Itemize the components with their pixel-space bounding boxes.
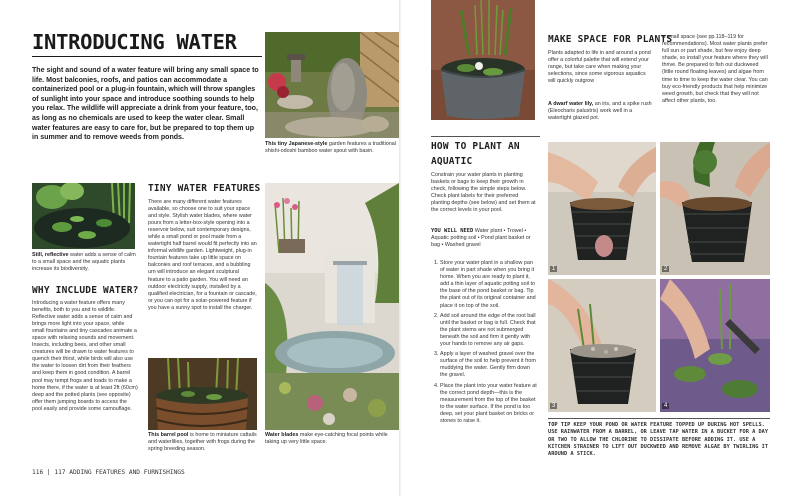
step-photo-3-number: 3: [552, 403, 556, 409]
reflective-water-caption: [32, 252, 136, 273]
how-to-plant-heading-line1: HOW TO PLANT AN: [431, 141, 520, 152]
caption-lead: Still, reflective: [32, 252, 69, 258]
step-item: 1. Store your water plant in a shallow pan of water in part shade when you bring it home. When you are ready to plant it, add a thin layer of aquatic potting soil to the base of the pond basket or bag. Tip the plant out of its original container and place it on top of the soil.: [440, 260, 537, 310]
caption-text: water adds a sense of calm to a small space and the aquatic plants increase its biodiversity.: [32, 252, 136, 272]
caption-lead: Water blades: [265, 432, 299, 438]
barrel-pool-photo: [148, 358, 257, 430]
top-tip: [548, 422, 770, 458]
step-photo-1-number: 1: [552, 266, 556, 272]
how-to-plant-intro: Constrain your water plants in planting baskets or bags to keep their growth in check, following the simple steps below. Check plant labels for their preferred planting depths (see below) and set them at the correct levels in your pool.: [431, 172, 536, 214]
caption-lead: This tiny Japanese-style: [265, 141, 328, 147]
water-lily-pot-photo: [431, 0, 535, 120]
japanese-garden-caption: [265, 141, 399, 155]
water-blades-photo: [265, 183, 399, 430]
tiny-water-features-body: There are many different water features available, so choose one to suit your space and style. Stylish water blades, where water pours from a letter-box-style opening into a reservoir below, suit contemporary designs, while a small pond or pool made from a watertight half barrel would fit perfectly into an informal wildlife garden. Lightweight, plug-in fountain features take up little space on balconies and roof terraces, and a bubbling urn will introduce an elegant sculptural feature to a patio garden. You will need an outdoor electricity supply, installed by a qualified electrician, for a fountain or cascade, or you can opt for a solar-powered feature if you have a sunny spot to install the charger.: [148, 199, 257, 311]
why-include-water-body: Introducing a water feature offers many benefits, both to you and to wildlife. Reflective water adds a sense of calm and brings more light into your space, while small fountains and tiny cascades animate a space with relaxing sounds and movement. Insects, including bees, and other small creatures will be drawn to water features to quench their thirst, while birds will also use the water to loosen dirt from their feathers and keep them in good condition. A barrel pool may tempt frogs and toads to make a home there, if the water is at least 2ft (60cm) deep and the potted plants (see opposite) offer them jumping boards to access the pool easily and provide some camouflage.: [32, 300, 138, 412]
you-will-need-label: YOU WILL NEED: [431, 228, 474, 234]
step-photo-4-number: 4: [664, 403, 668, 409]
you-will-need-items: Water plant • Trowel • Aquatic potting soil • Pond plant basket or bag • Washed gravel: [431, 228, 531, 249]
make-space-col1: Plants adapted to life in and around a pond offer a colorful palette that will extend your range, but take care when making your selections, since some vigorous aquatics will quickly outgrow: [548, 50, 651, 85]
water-lily-caption: [548, 101, 653, 122]
top-tip-text: KEEP YOUR POND OR WATER FEATURE TOPPED UP DURING HOT SPELLS. USE RAINWATER FROM A BARREL, OR LEAVE TAP WATER IN A BUCKET FOR A DAY OR TWO TO ALLOW THE CHLORINE TO DISSIPATE BEFORE ADDING IT. USE A KITCHEN STRAINER TO LIFT OUT DUCKWEED AND REMOVE ALGAE BY TWIRLING IT AROUND A STICK.: [548, 422, 769, 458]
step-photo-4: [660, 279, 770, 412]
caption-lead: This barrel pool: [148, 432, 189, 438]
reflective-water-photo: [32, 183, 135, 249]
tip-rule: [548, 418, 770, 419]
steps-list: [431, 260, 537, 425]
make-space-col2: a small space (see pp.118–119 for recommendations). Most water plants prefer full sun or part shade, but few enjoy deep shade, so install your feature where they will thrive. Be prepared to fish out duckweed (little round floating leaves) and algae from time to time to keep the water clear. You can buy eco-friendly products that help minimize weed growth, but check that they will not affect other plants, too.: [662, 34, 768, 104]
caption-text: an iris, and a spike rush (Eleocharis palustris) work well in a watertight glazed pot.: [548, 101, 652, 121]
caption-text: make eye-catching focal points while taking up very little space.: [265, 432, 388, 445]
step-photo-3: [548, 279, 656, 412]
why-include-water-heading: WHY INCLUDE WATER?: [32, 285, 139, 296]
intro-paragraph: The sight and sound of a water feature will bring any small space to life. Most balconies, roofs, and patios can accommodate a containerized pool or a plug-in fountain, which will throw spangles of sunlight into your space and introduce soothing sounds to help you relax. The wildlife will appreciate a drink from your feature, too, as long as no chemicals are used to keep the water clear. Small water features are easy to care for, but be prepared to top them up in summer and to remove weeds from ponds.: [32, 67, 259, 142]
you-will-need: [431, 228, 537, 249]
make-space-heading: MAKE SPACE FOR PLANTS: [548, 34, 673, 45]
step-photo-2-number: 2: [664, 266, 668, 272]
step-photo-1: [548, 142, 656, 275]
caption-text: is home to miniature cattails and waterlilies, together with frogs during the spring breeding season.: [148, 432, 257, 452]
page-title: INTRODUCING WATER: [32, 30, 262, 57]
tiny-water-features-heading: TINY WATER FEATURES: [148, 183, 261, 194]
caption-lead: A dwarf water lily,: [548, 101, 594, 107]
step-photo-2: [660, 142, 770, 275]
top-tip-label: TOP TIP: [548, 422, 571, 428]
step-item: 4. Place the plant into your water feature at the correct pond depth—this is the measurement from the top of the basket to the water surface. If the pond is too deep, set your plant basket on bricks or stones to raise it.: [440, 383, 537, 426]
barrel-pool-caption: [148, 432, 258, 453]
water-blades-caption: [265, 432, 399, 446]
step-item: 2. Add soil around the edge of the root ball until the basket or bag is full. Check that the plant stems are not submerged beneath the soil and firm it gently with your hands to remove any air gaps.: [440, 313, 537, 348]
step-item: 3. Apply a layer of washed gravel over the surface of the soil to help prevent it from muddying the water. Gently firm down the gravel.: [440, 351, 537, 379]
japanese-garden-photo: [265, 32, 399, 138]
planting-steps: [431, 260, 537, 428]
how-to-plant-heading-line2: AQUATIC: [431, 156, 473, 167]
folio: 116 | 117 ADDING FEATURES AND FURNISHINGS: [32, 469, 185, 476]
section-rule: [431, 136, 540, 137]
gutter: [399, 0, 401, 496]
caption-text: garden features a traditional shishi-odoshi bamboo water spout with basin.: [265, 141, 396, 154]
